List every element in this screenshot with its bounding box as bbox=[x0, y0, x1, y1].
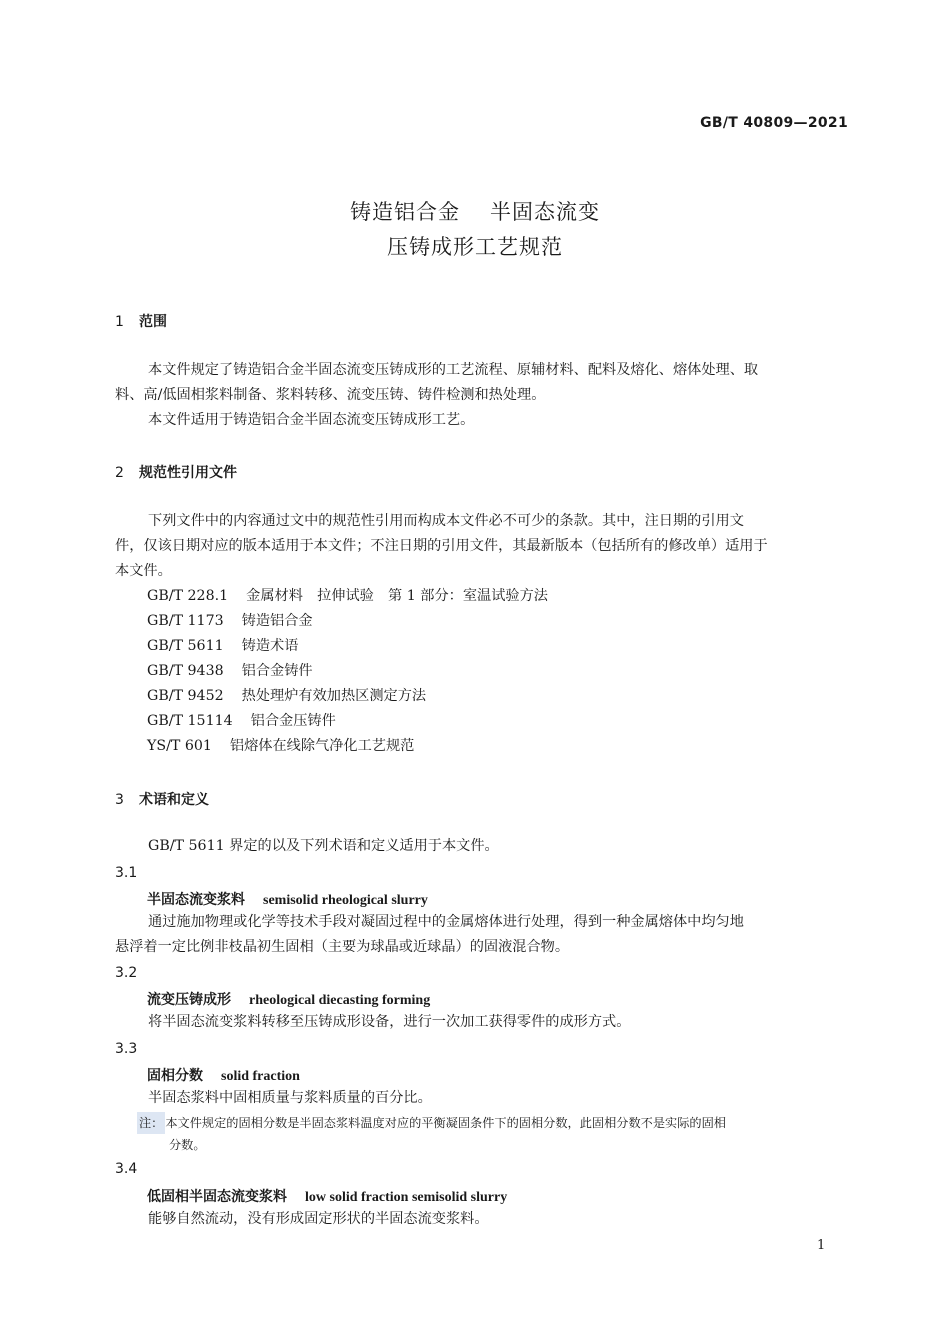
term-zh: 半固态流变浆料 bbox=[147, 892, 245, 908]
terms-intro: GB/T 5611 界定的以及下列术语和定义适用于本文件。 bbox=[148, 838, 499, 854]
normative-intro-line3: 本文件。 bbox=[115, 563, 172, 579]
scope-paragraph-1 bbox=[115, 358, 850, 383]
reference-title: 铸造铝合金 bbox=[241, 613, 313, 629]
reference-item bbox=[147, 634, 298, 659]
term-zh: 低固相半固态流变浆料 bbox=[147, 1189, 287, 1205]
term-entry bbox=[147, 989, 430, 1009]
section-3-heading bbox=[115, 789, 209, 809]
note-label: 注： bbox=[137, 1112, 165, 1134]
note-text: 本文件规定的固相分数是半固态浆料温度对应的平衡凝固条件下的固相分数，此固相分数不是实际的固相 bbox=[165, 1116, 726, 1130]
reference-item bbox=[147, 734, 414, 759]
section-number: 2 bbox=[115, 465, 124, 481]
term-en: solid fraction bbox=[221, 1069, 300, 1084]
title-part-b: 半固态流变 bbox=[490, 200, 600, 224]
reference-item bbox=[147, 709, 336, 734]
reference-title: 热处理炉有效加热区测定方法 bbox=[241, 688, 427, 704]
reference-title: 铝合金铸件 bbox=[241, 663, 313, 679]
term-definition-cont: 悬浮着一定比例非枝晶初生固相（主要为球晶或近球晶）的固液混合物。 bbox=[115, 939, 570, 955]
document-title-line2: 压铸成形工艺规范 bbox=[387, 235, 563, 259]
reference-code: GB/T 1173 bbox=[147, 613, 224, 629]
clause-number: 3.2 bbox=[115, 965, 138, 981]
term-entry bbox=[147, 1186, 507, 1206]
scope-paragraph-2: 本文件适用于铸造铝合金半固态流变压铸成形工艺。 bbox=[148, 412, 475, 428]
section-number: 1 bbox=[115, 314, 124, 330]
term-entry bbox=[147, 1065, 300, 1085]
note bbox=[137, 1112, 850, 1156]
standard-number: GB/T 40809—2021 bbox=[700, 115, 848, 131]
clause-number: 3.3 bbox=[115, 1041, 138, 1057]
text-line: 料、高/低固相浆料制备、浆料转移、流变压铸、铸件检测和热处理。 bbox=[115, 387, 546, 403]
term-en: rheological diecasting forming bbox=[249, 993, 431, 1008]
reference-code: YS/T 601 bbox=[147, 738, 212, 754]
term-zh: 固相分数 bbox=[147, 1068, 203, 1084]
reference-title: 铸造术语 bbox=[241, 638, 299, 654]
normative-intro-line2: 件，仅该日期对应的版本适用于本文件；不注日期的引用文件，其最新版本（包括所有的修改单）适用于 bbox=[115, 538, 768, 554]
reference-code: GB/T 9452 bbox=[147, 688, 224, 704]
reference-code: GB/T 9438 bbox=[147, 663, 224, 679]
term-en: semisolid rheological slurry bbox=[263, 893, 428, 908]
term-definition: 半固态浆料中固相质量与浆料质量的百分比。 bbox=[148, 1090, 432, 1106]
document-title-line1 bbox=[0, 196, 950, 226]
reference-item bbox=[147, 584, 548, 609]
reference-title: 金属材料 拉伸试验 第 1 部分：室温试验方法 bbox=[246, 588, 548, 604]
section-title: 范围 bbox=[139, 314, 167, 330]
reference-title: 铝熔体在线除气净化工艺规范 bbox=[229, 738, 415, 754]
reference-code: GB/T 15114 bbox=[147, 713, 233, 729]
normative-intro-line1: 下列文件中的内容通过文中的规范性引用而构成本文件必不可少的条款。其中，注日期的引用文 bbox=[148, 513, 744, 529]
reference-title: 铝合金压铸件 bbox=[250, 713, 336, 729]
reference-code: GB/T 228.1 bbox=[147, 588, 229, 604]
section-title: 术语和定义 bbox=[139, 792, 209, 808]
text-line: 本文件规定了铸造铝合金半固态流变压铸成形的工艺流程、原辅材料、配料及熔化、熔体处理、取 bbox=[148, 362, 759, 378]
reference-item bbox=[147, 659, 313, 684]
term-definition: 将半固态流变浆料转移至压铸成形设备，进行一次加工获得零件的成形方式。 bbox=[148, 1014, 631, 1030]
term-definition: 通过施加物理或化学等技术手段对凝固过程中的金属熔体进行处理，得到一种金属熔体中均匀地 bbox=[148, 914, 744, 930]
reference-item bbox=[147, 609, 313, 634]
reference-code: GB/T 5611 bbox=[147, 638, 224, 654]
term-zh: 流变压铸成形 bbox=[147, 992, 231, 1008]
term-entry bbox=[147, 889, 428, 909]
term-en: low solid fraction semisolid slurry bbox=[305, 1190, 508, 1205]
term-definition: 能够自然流动，没有形成固定形状的半固态流变浆料。 bbox=[148, 1211, 489, 1227]
reference-item bbox=[147, 684, 426, 709]
scope-paragraph-1-cont bbox=[115, 383, 850, 408]
section-1-heading bbox=[115, 311, 167, 331]
title-part-a: 铸造铝合金 bbox=[350, 200, 460, 224]
note-text-cont: 分数。 bbox=[169, 1138, 206, 1152]
section-title: 规范性引用文件 bbox=[139, 465, 237, 481]
section-2-heading bbox=[115, 462, 237, 482]
page-number: 1 bbox=[817, 1238, 826, 1253]
clause-number: 3.1 bbox=[115, 865, 138, 881]
section-number: 3 bbox=[115, 792, 124, 808]
clause-number: 3.4 bbox=[115, 1161, 138, 1177]
